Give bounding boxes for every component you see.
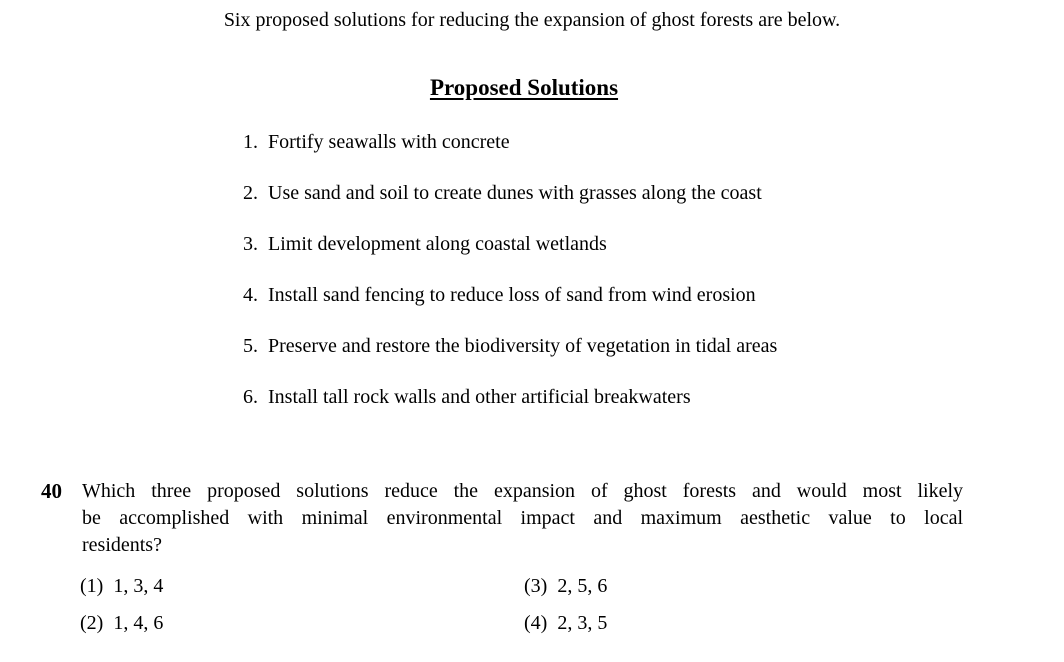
choice-label: (4)	[524, 612, 548, 634]
choice-value: 2, 5, 6	[557, 575, 608, 597]
item-number: 5.	[243, 335, 258, 357]
item-number: 2.	[243, 182, 258, 204]
list-item	[243, 334, 943, 358]
list-item	[243, 283, 943, 307]
choice-label: (3)	[524, 575, 548, 597]
solutions-heading-text: Proposed Solutions	[429, 75, 619, 100]
item-text: Use sand and soil to create dunes with grasses along the coast	[268, 182, 762, 204]
choice-value: 1, 4, 6	[113, 612, 164, 634]
answer-choice-1	[80, 574, 163, 598]
list-item	[243, 385, 943, 409]
item-number: 4.	[243, 284, 258, 306]
answer-choice-3	[524, 574, 607, 598]
solutions-heading	[0, 74, 1048, 102]
question-line: residents?	[82, 534, 162, 556]
choice-label: (2)	[80, 612, 104, 634]
item-text: Install sand fencing to reduce loss of sand from wind erosion	[268, 284, 756, 306]
item-number: 6.	[243, 386, 258, 408]
item-text: Limit development along coastal wetlands	[268, 233, 607, 255]
choice-label: (1)	[80, 575, 104, 597]
item-number: 1.	[243, 131, 258, 153]
question-line: Which three proposed solutions reduce the expansion of ghost forests and would most likely	[82, 480, 963, 502]
list-item	[243, 232, 943, 256]
question-text	[82, 478, 963, 559]
answer-choice-4	[524, 611, 607, 635]
solutions-list	[243, 130, 943, 436]
question-number: 40	[41, 479, 62, 503]
list-item	[243, 181, 943, 205]
answer-choice-2	[80, 611, 163, 635]
item-number: 3.	[243, 233, 258, 255]
choice-value: 2, 3, 5	[557, 612, 608, 634]
list-item	[243, 130, 943, 154]
item-text: Install tall rock walls and other artificial breakwaters	[268, 386, 691, 408]
question-line: be accomplished with minimal environmental impact and maximum aesthetic value to local	[82, 507, 963, 529]
choice-value: 1, 3, 4	[113, 575, 164, 597]
item-text: Preserve and restore the biodiversity of vegetation in tidal areas	[268, 335, 778, 357]
intro-text: Six proposed solutions for reducing the expansion of ghost forests are below.	[223, 9, 841, 31]
item-text: Fortify seawalls with concrete	[268, 131, 510, 153]
